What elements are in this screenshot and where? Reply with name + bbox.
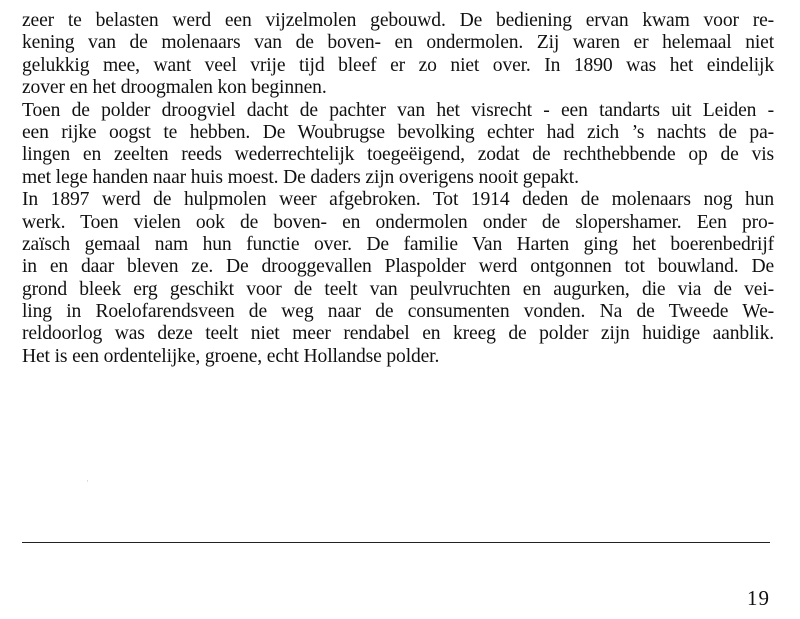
text-line: lingen en zeelten reeds wederrechtelijk toegeëigend, zodat de rechthebbende op de vis (22, 144, 774, 166)
text-line: met lege handen naar huis moest. De daders zijn overigens nooit gepakt. (22, 166, 579, 188)
page-number: 19 (747, 586, 770, 610)
text-line: reldoorlog was deze teelt niet meer rendabel en kreeg de polder zijn huidige aanblik. (22, 323, 774, 345)
body-text (22, 10, 774, 368)
footer-rule (22, 542, 770, 543)
scan-speck: · (86, 476, 89, 486)
text-line: Het is een ordentelijke, groene, echt Hollandse polder. (22, 345, 440, 367)
text-line: In 1897 werd de hulpmolen weer afgebroken. Tot 1914 deden de molenaars nog hun (22, 189, 774, 211)
text-line: ling in Roelofarendsveen de weg naar de consumenten vonden. Na de Tweede We- (22, 301, 774, 323)
text-line: gelukkig mee, want veel vrije tijd bleef er zo niet over. In 1890 was het eindelijk (22, 54, 774, 76)
text-line: grond bleek erg geschikt voor de teelt van peulvruchten en augurken, die via de vei- (22, 278, 774, 300)
text-line: zaïsch gemaal nam hun functie over. De familie Van Harten ging het boerenbedrijf (22, 233, 774, 255)
text-line: Toen de polder droogviel dacht de pachter van het visrecht - een tandarts uit Leiden - (22, 99, 774, 121)
text-line: werk. Toen vielen ook de boven- en ondermolen onder de slopershamer. Een pro- (22, 211, 774, 233)
text-line: een rijke oogst te hebben. De Woubrugse bevolking echter had zich ’s nachts de pa- (22, 121, 774, 143)
text-line: zover en het droogmalen kon beginnen. (22, 77, 327, 99)
text-line: kening van de molenaars van de boven- en ondermolen. Zij waren er helemaal niet (22, 32, 774, 54)
text-line: zeer te belasten werd een vijzelmolen gebouwd. De bediening ervan kwam voor re- (22, 10, 774, 31)
text-line: in en daar bleven ze. De drooggevallen Plaspolder werd ontgonnen tot bouwland. De (22, 256, 774, 278)
